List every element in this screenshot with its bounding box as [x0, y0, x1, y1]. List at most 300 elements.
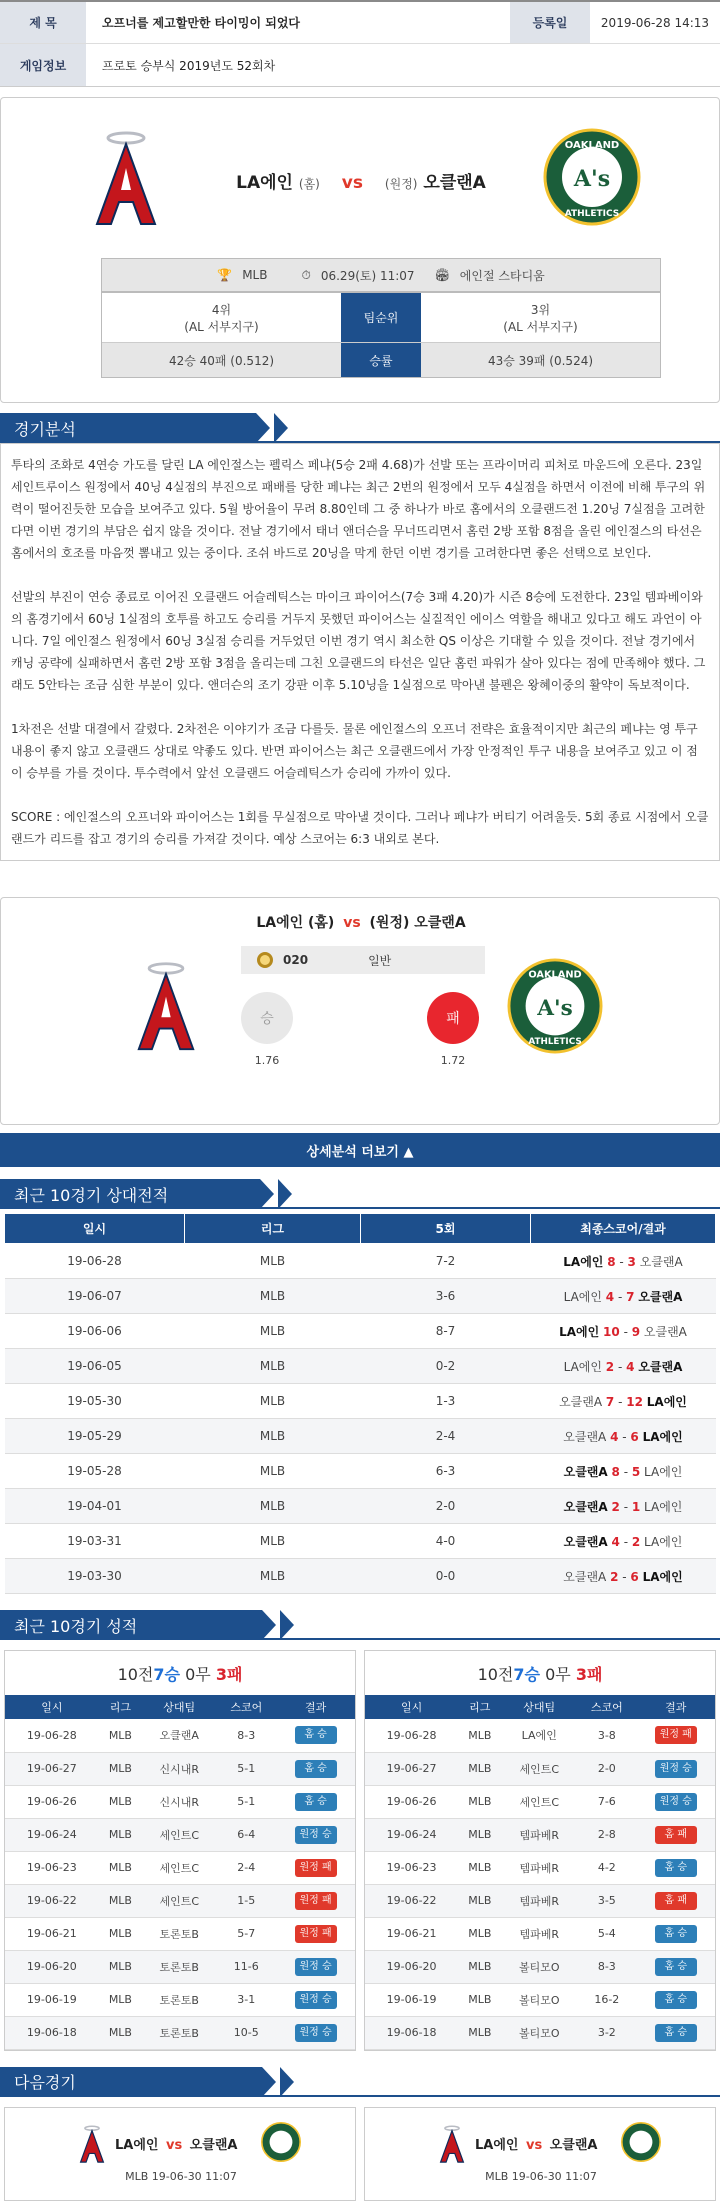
angels-logo: [135, 958, 197, 1057]
home-team: LA에인: [236, 173, 293, 193]
final-home: 오클랜A: [559, 1394, 603, 1409]
row-date: 19-06-05: [5, 1349, 185, 1384]
final-away-score: 7: [626, 1289, 635, 1304]
next-game-card[interactable]: [364, 2107, 716, 2201]
table-row: [5, 1314, 716, 1349]
svg-text:OAKLAND: OAKLAND: [564, 140, 620, 151]
row-final: 오클랜A 7 - 12 LA에인: [531, 1384, 716, 1419]
row-final: 오클랜A 4 - 6 LA에인: [531, 1419, 716, 1454]
result-badge: 원정 승: [295, 1958, 337, 1976]
row-league: MLB: [185, 1524, 361, 1559]
result-badge: 홈 승: [655, 1958, 697, 1976]
row-score: 2-0: [577, 1752, 637, 1785]
lose-odds: 1.72: [440, 1054, 466, 1067]
row-final: LA에인 2 - 4 오클랜A: [531, 1349, 716, 1384]
row-score: 6-4: [216, 1818, 276, 1851]
chevron-right-icon: [274, 413, 288, 443]
row-opponent: 볼티모O: [501, 1950, 577, 1983]
final-away: LA에인: [644, 1464, 683, 1479]
row-date: 19-03-31: [5, 1524, 185, 1559]
date-label: 등록일: [510, 2, 590, 43]
more-analysis-button[interactable]: 상세분석 더보기 ▲: [0, 1133, 720, 1167]
win-odds: 1.76: [254, 1054, 280, 1067]
row-opponent: 토론토B: [142, 2016, 216, 2049]
final-away-score: 5: [631, 1464, 641, 1479]
result-badge: 원정 패: [655, 1726, 697, 1744]
final-home-score: 10: [603, 1324, 620, 1339]
row-result: [276, 1884, 355, 1917]
result-badge: 원정 승: [295, 1991, 337, 2009]
next-vs: vs: [166, 2137, 183, 2153]
row-league: MLB: [458, 1884, 501, 1917]
h2h-table: [4, 1213, 716, 1594]
home-tag: (홈): [298, 177, 320, 191]
row-league: MLB: [185, 1279, 361, 1314]
row-date: 19-06-23: [365, 1851, 458, 1884]
row-league: MLB: [99, 1950, 142, 1983]
row-result: [276, 1719, 355, 1752]
row-league: MLB: [99, 1785, 142, 1818]
row-score: 7-6: [577, 1785, 637, 1818]
table-row: [365, 1818, 715, 1851]
row-5inn: 0-2: [361, 1349, 531, 1384]
row-league: MLB: [99, 1884, 142, 1917]
final-away: LA에인: [646, 1394, 687, 1409]
svg-text:ATHLETICS: ATHLETICS: [564, 209, 620, 219]
row-date: 19-06-27: [5, 1752, 99, 1785]
analysis-body: [0, 443, 720, 861]
row-opponent: 세인트C: [142, 1884, 216, 1917]
row-5inn: 3-6: [361, 1279, 531, 1314]
svg-text:A's: A's: [537, 995, 573, 1021]
final-home: LA에인: [563, 1289, 602, 1304]
row-score: 5-7: [216, 1917, 276, 1950]
row-result: [276, 1983, 355, 2016]
result-badge: 홈 승: [655, 1991, 697, 2009]
athletics-logo: [621, 2122, 661, 2162]
stadium-icon: 🏟: [434, 268, 450, 282]
summary-wins: 7승: [513, 1664, 540, 1684]
table-row: [5, 1349, 716, 1384]
analysis-paragraph: 투타의 조화로 4연승 가도를 달린 LA 에인절스는 펠릭스 페냐(5승 2패 4.68)가 선발 또는 프라이머리 피처로 마운드에 오른다. 23일 세인트루이스 원정에서 40닝 4실점의 부진으로 패배를 당한 페냐는 최근 2번의 원정에서 모두 4실점을 하면서 이전에 비해 투구의 위력이 떨어진듯한 모습을 보여주고 있다. 5월 방어율이 무려 8.80인데 그 중 하나가 바로 홈에서의 오클랜드전 1.20닝 7실점을 고려한다면 이번 경기의 부담은 쉽지 않을 것이다. 전날 경기에서 태너 앤더슨을 무너뜨리면서 홈런 2방 포함 8점을 올린 에인절스의 타선은 홈에서의 호조를 마음껏 뽐내고 있는 중이다. 조쉬 바드로 20닝을 막게 한던 이번 경기를 고려한다면 좋은 선택으로 보인다.: [11, 458, 706, 560]
col-5inn: 5회: [361, 1214, 531, 1244]
target-icon: [257, 952, 273, 968]
result-badge: 원정 패: [295, 1925, 337, 1943]
table-row: [365, 1752, 715, 1785]
row-league: MLB: [458, 1752, 501, 1785]
table-row: [5, 1384, 716, 1419]
col-league: 리그: [185, 1214, 361, 1244]
rank-label: 팀순위: [341, 293, 421, 342]
away-form-summary: [365, 1651, 715, 1695]
table-row: [5, 2016, 355, 2049]
col-header: 리그: [99, 1695, 142, 1719]
home-record: 42승 40패 (0.512): [168, 353, 275, 368]
col-final: 최종스코어/결과: [531, 1214, 716, 1244]
clock-icon: ⏱: [301, 267, 311, 282]
row-5inn: 1-3: [361, 1384, 531, 1419]
col-header: 일시: [5, 1695, 99, 1719]
result-badge: 원정 패: [295, 1859, 337, 1877]
next-vs: vs: [526, 2137, 543, 2153]
col-header: 일시: [365, 1695, 458, 1719]
svg-text:A's: A's: [573, 166, 611, 192]
analysis-paragraph: 선발의 부진이 연승 종료로 이어진 오클랜드 어슬레틱스는 마이크 파이어스(7승 3패 4.20)가 시즌 8승에 도전한다. 23일 템파베이와의 홈경기에서 60닝 1실점의 호투를 하고도 승리를 거두지 못했던 파이어스는 실질적인 에이스 역할을 해내고 있다고 해도 과언이 아니다. 7일 에인절스 원정에서 60닝 3실점 승리를 거두었던 이번 경기 역시 최소한 QS 이상은 기대할 수 있을 것이다. 전날 경기에서 캐닝 공략에 실패하면서 홈런 2방 포함 3점을 올리는데 그친 오클랜드의 타선은 일단 홈런 파워가 살아 있다는 점에 만족해야 했다. 그래도 5안타는 조금 심한 부분이 있다. 앤더슨의 조기 강판 이후 5.10닝을 1실점으로 막아낸 불펜은 왕혜이중의 활약이 독보적이다.: [11, 590, 706, 692]
h2h-section-header: [0, 1179, 720, 1209]
final-home-score: 8: [607, 1254, 616, 1269]
summary-draws: 0무: [540, 1664, 576, 1684]
row-result: [276, 1851, 355, 1884]
table-row: [365, 1851, 715, 1884]
next-match-info: MLB 19-06-30 11:07: [485, 2169, 597, 2183]
table-row: [5, 1752, 355, 1785]
away-rank-cell: [421, 293, 660, 342]
table-row: [5, 1884, 355, 1917]
col-header: 스코어: [577, 1695, 637, 1719]
final-away: 오클랜A: [639, 1254, 683, 1269]
win-pick-button[interactable]: 승: [241, 992, 293, 1044]
row-league: MLB: [99, 1752, 142, 1785]
pick-type: 일반: [368, 953, 392, 968]
row-league: MLB: [185, 1314, 361, 1349]
pick-home: LA에인 (홈): [256, 915, 335, 931]
table-row: [5, 1818, 355, 1851]
table-row: [365, 1983, 715, 2016]
next-home: LA에인: [475, 2137, 519, 2153]
away-tag: (원정): [384, 177, 418, 191]
row-date: 19-06-24: [5, 1818, 99, 1851]
row-date: 19-06-21: [5, 1917, 99, 1950]
row-score: 10-5: [216, 2016, 276, 2049]
row-opponent: 볼티모O: [501, 1983, 577, 2016]
stadium-name: 에인절 스타디움: [459, 268, 545, 283]
analysis-paragraph: SCORE : 에인절스의 오프너와 파이어스는 1회를 무실점으로 막아낼 것이다. 그러나 페냐가 버티기 어려울듯. 5회 종료 시점에서 오클랜드가 리드를 잡고 경기의 승리를 가져갈 것이다. 예상 스코어는 6:3 내외로 본다.: [11, 810, 709, 846]
row-final: 오클랜A 2 - 1 LA에인: [531, 1489, 716, 1524]
row-result: [637, 1818, 715, 1851]
col-header: 결과: [637, 1695, 715, 1719]
row-league: MLB: [185, 1489, 361, 1524]
row-result: [637, 1785, 715, 1818]
away-record: 43승 39패 (0.524): [487, 353, 594, 368]
form-panels: [0, 1650, 720, 2051]
row-date: 19-06-19: [365, 1983, 458, 2016]
row-score: 8-3: [577, 1950, 637, 1983]
result-badge: 홈 패: [655, 1892, 697, 1910]
final-away-score: 9: [631, 1324, 641, 1339]
next-match-teams: [115, 2134, 238, 2153]
col-header: 상대팀: [501, 1695, 577, 1719]
row-score: 5-1: [216, 1785, 276, 1818]
row-date: 19-06-22: [5, 1884, 99, 1917]
final-away-score: 6: [630, 1569, 639, 1584]
pick-away: (원정) 오클랜A: [369, 915, 466, 931]
row-opponent: LA에인: [501, 1719, 577, 1752]
final-home: 오클랜A: [563, 1534, 608, 1549]
row-score: 11-6: [216, 1950, 276, 1983]
row-opponent: 볼티모O: [501, 2016, 577, 2049]
row-date: 19-06-18: [365, 2016, 458, 2049]
row-opponent: 토론토B: [142, 1983, 216, 2016]
final-home: LA에인: [563, 1254, 604, 1269]
athletics-logo: [261, 2122, 301, 2162]
trophy-icon: 🏆: [217, 268, 233, 282]
row-score: 16-2: [577, 1983, 637, 2016]
athletics-logo: [507, 958, 603, 1057]
away-form-panel: [364, 1650, 716, 2051]
row-result: [637, 1983, 715, 2016]
row-league: MLB: [185, 1244, 361, 1279]
lose-pick-button[interactable]: 패: [427, 992, 479, 1044]
league-name: MLB: [242, 268, 268, 282]
pick-number: 020: [283, 953, 309, 967]
row-result: [276, 1752, 355, 1785]
final-home: 오클랜A: [563, 1464, 608, 1479]
row-5inn: 7-2: [361, 1244, 531, 1279]
home-form-panel: [4, 1650, 356, 2051]
row-opponent: 템파베R: [501, 1917, 577, 1950]
table-row: [5, 1244, 716, 1279]
table-row: [365, 1719, 715, 1752]
table-row: [365, 1917, 715, 1950]
final-home-score: 2: [611, 1499, 620, 1514]
angels-logo: [79, 2124, 105, 2164]
pick-title: [1, 912, 720, 932]
row-5inn: 2-0: [361, 1489, 531, 1524]
row-league: MLB: [99, 2016, 142, 2049]
final-home: 오클랜A: [563, 1569, 607, 1584]
post-header: [0, 0, 720, 87]
row-league: MLB: [458, 1917, 501, 1950]
row-date: 19-06-22: [365, 1884, 458, 1917]
result-badge: 원정 승: [655, 1793, 697, 1811]
row-league: MLB: [185, 1559, 361, 1594]
next-away: 오클랜A: [189, 2137, 238, 2153]
match-card: [0, 97, 720, 403]
row-5inn: 6-3: [361, 1454, 531, 1489]
row-league: MLB: [185, 1349, 361, 1384]
pick-number-bar: [241, 946, 485, 974]
row-final: 오클랜A 8 - 5 LA에인: [531, 1454, 716, 1489]
form-section-header: [0, 1610, 720, 1640]
final-away: LA에인: [642, 1569, 683, 1584]
row-date: 19-06-27: [365, 1752, 458, 1785]
result-badge: 원정 승: [295, 2024, 337, 2042]
row-score: 5-4: [577, 1917, 637, 1950]
table-row: [5, 1454, 716, 1489]
row-score: 2-8: [577, 1818, 637, 1851]
final-home-score: 2: [605, 1359, 615, 1374]
row-score: 3-5: [577, 1884, 637, 1917]
col-header: 리그: [458, 1695, 501, 1719]
row-opponent: 세인트C: [142, 1851, 216, 1884]
analysis-paragraph: 1차전은 선발 대결에서 갈렸다. 2차전은 이야기가 조금 다를듯. 물론 에인절스의 오프너 전략은 효율적이지만 최근의 페냐는 영 투구 내용이 좋지 않고 오클랜드 상대로 약좋도 있다. 반면 파이어스는 최근 오클랜드에서 가장 안정적인 투구 내용을 보여주고 있고 이 점이 승부를 가를 것이다. 투수력에서 앞선 오클랜드 어슬레틱스가 승리에 가까이 있다.: [11, 722, 698, 780]
post-date: 2019-06-28 14:13: [600, 15, 710, 30]
table-row: [5, 1917, 355, 1950]
final-away: LA에인: [642, 1429, 683, 1444]
final-home-score: 2: [610, 1569, 619, 1584]
result-badge: 홈 승: [655, 1925, 697, 1943]
next-section-header: [0, 2067, 720, 2097]
row-5inn: 2-4: [361, 1419, 531, 1454]
row-final: 오클랜A 4 - 2 LA에인: [531, 1524, 716, 1559]
analysis-section-header: [0, 413, 720, 443]
row-opponent: 신시내R: [142, 1785, 216, 1818]
next-title: 다음경기: [0, 2067, 262, 2097]
row-score: 1-5: [216, 1884, 276, 1917]
row-result: [637, 1752, 715, 1785]
row-5inn: 4-0: [361, 1524, 531, 1559]
row-league: MLB: [185, 1419, 361, 1454]
table-row: [365, 1884, 715, 1917]
row-date: 19-06-21: [365, 1917, 458, 1950]
match-datetime: 06.29(토) 11:07: [320, 268, 415, 283]
chevron-right-icon: [262, 1610, 276, 1640]
result-badge: 홈 승: [655, 1859, 697, 1877]
row-opponent: 템파베R: [501, 1818, 577, 1851]
table-row: [365, 1950, 715, 1983]
svg-text:OAKLAND: OAKLAND: [528, 969, 582, 981]
table-row: [5, 1279, 716, 1314]
team-stats-table: [101, 292, 661, 378]
pick-vs: vs: [343, 915, 361, 931]
row-league: MLB: [99, 1818, 142, 1851]
row-date: 19-06-20: [365, 1950, 458, 1983]
game-info: 프로토 승부식 2019년도 52회차: [102, 58, 276, 73]
row-date: 19-06-18: [5, 2016, 99, 2049]
row-result: [637, 1851, 715, 1884]
summary-draws: 0무: [180, 1664, 216, 1684]
final-away-score: 6: [630, 1429, 639, 1444]
row-score: 4-2: [577, 1851, 637, 1884]
row-date: 19-05-29: [5, 1419, 185, 1454]
final-home-score: 4: [605, 1289, 615, 1304]
final-home-score: 4: [610, 1429, 619, 1444]
row-date: 19-06-07: [5, 1279, 185, 1314]
row-date: 19-06-19: [5, 1983, 99, 2016]
row-opponent: 세인트C: [501, 1785, 577, 1818]
h2h-title: 최근 10경기 상대전적: [0, 1179, 260, 1209]
final-home: 오클랜A: [563, 1499, 608, 1514]
next-games: [0, 2107, 720, 2201]
summary-games: 10전: [477, 1664, 514, 1684]
analysis-title: 경기분석: [0, 413, 256, 443]
chevron-right-icon: [256, 413, 270, 443]
row-score: 2-4: [216, 1851, 276, 1884]
table-row: [365, 1785, 715, 1818]
result-badge: 홈 패: [655, 1826, 697, 1844]
final-away-score: 4: [626, 1359, 635, 1374]
row-final: 오클랜A 2 - 6 LA에인: [531, 1559, 716, 1594]
row-league: MLB: [458, 2016, 501, 2049]
row-date: 19-06-24: [365, 1818, 458, 1851]
row-final: LA에인 4 - 7 오클랜A: [531, 1279, 716, 1314]
result-badge: 원정 승: [295, 1826, 337, 1844]
away-div: (AL 서부지구): [503, 319, 578, 334]
result-badge: 원정 승: [655, 1760, 697, 1778]
final-home-score: 7: [605, 1394, 615, 1409]
final-home: LA에인: [559, 1324, 600, 1339]
row-5inn: 8-7: [361, 1314, 531, 1349]
final-home-score: 8: [611, 1464, 620, 1479]
next-home: LA에인: [115, 2137, 159, 2153]
angels-logo: [439, 2124, 465, 2164]
row-opponent: 토론토B: [142, 1950, 216, 1983]
row-date: 19-05-30: [5, 1384, 185, 1419]
row-opponent: 세인트C: [142, 1818, 216, 1851]
table-row: [365, 2016, 715, 2049]
result-badge: 홈 승: [295, 1793, 337, 1811]
away-rank: 3위: [530, 302, 551, 317]
final-away-score: 2: [631, 1534, 641, 1549]
row-score: 3-8: [577, 1719, 637, 1752]
col-header: 결과: [276, 1695, 355, 1719]
row-final: LA에인 10 - 9 오클랜A: [531, 1314, 716, 1349]
row-league: MLB: [458, 1785, 501, 1818]
home-form-summary: [5, 1651, 355, 1695]
chevron-right-icon: [278, 1179, 292, 1209]
row-opponent: 템파베R: [501, 1851, 577, 1884]
home-form-table: [5, 1695, 355, 2050]
row-score: 3-2: [577, 2016, 637, 2049]
final-away-score: 1: [631, 1499, 641, 1514]
row-result: [276, 1917, 355, 1950]
row-opponent: 템파베R: [501, 1884, 577, 1917]
row-result: [276, 2016, 355, 2049]
post-title: 오프너를 제고할만한 타이밍이 되었다: [102, 16, 301, 30]
table-row: [5, 1559, 716, 1594]
summary-wins: 7승: [153, 1664, 180, 1684]
next-game-card[interactable]: [4, 2107, 356, 2201]
final-home: 오클랜A: [563, 1429, 607, 1444]
row-league: MLB: [99, 1719, 142, 1752]
row-league: MLB: [185, 1384, 361, 1419]
final-away-score: 12: [626, 1394, 643, 1409]
row-result: [276, 1818, 355, 1851]
pick-card: [0, 897, 720, 1125]
row-date: 19-06-06: [5, 1314, 185, 1349]
col-date: 일시: [5, 1214, 185, 1244]
row-date: 19-05-28: [5, 1454, 185, 1489]
summary-losses: 3패: [215, 1664, 243, 1684]
table-row: [5, 1983, 355, 2016]
info-label: 게임정보: [0, 44, 86, 86]
row-league: MLB: [458, 1851, 501, 1884]
table-row: [5, 1524, 716, 1559]
home-div: (AL 서부지구): [184, 319, 259, 334]
row-date: 19-06-23: [5, 1851, 99, 1884]
final-away: 오클랜A: [638, 1289, 683, 1304]
row-date: 19-06-28: [5, 1244, 185, 1279]
form-title: 최근 10경기 성적: [0, 1610, 262, 1640]
summary-games: 10전: [117, 1664, 154, 1684]
final-home-score: 4: [611, 1534, 620, 1549]
chevron-right-icon: [280, 2067, 294, 2097]
summary-losses: 3패: [575, 1664, 603, 1684]
result-badge: 홈 승: [295, 1760, 337, 1778]
result-badge: 원정 패: [295, 1892, 337, 1910]
title-label: 제 목: [0, 2, 86, 43]
row-date: 19-03-30: [5, 1559, 185, 1594]
row-score: 3-1: [216, 1983, 276, 2016]
row-opponent: 토론토B: [142, 1917, 216, 1950]
final-away: LA에인: [644, 1499, 683, 1514]
row-result: [637, 1950, 715, 1983]
final-away: 오클랜A: [638, 1359, 683, 1374]
row-result: [637, 2016, 715, 2049]
chevron-right-icon: [262, 2067, 276, 2097]
table-row: [5, 1851, 355, 1884]
row-date: 19-06-28: [365, 1719, 458, 1752]
